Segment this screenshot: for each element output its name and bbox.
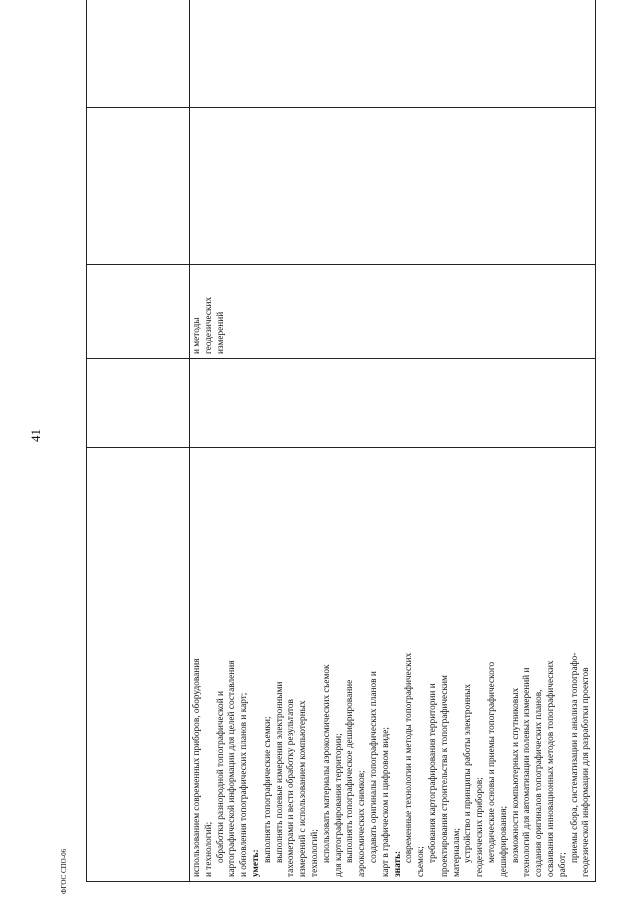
text-line: возможности компьютерных и спутниковых	[510, 687, 521, 863]
text-line: технологий для автоматизации полевых измерений и	[522, 667, 533, 877]
table-row-top	[87, 0, 190, 882]
curriculum-table-frame	[86, 34, 592, 882]
table-cell-top-5	[87, 0, 190, 108]
text-line: технологий;	[309, 829, 320, 877]
document-footer: ФГОС СПО-06	[60, 848, 68, 894]
skills-knowledge-text	[192, 452, 593, 877]
table-cell-bottom-2	[190, 359, 596, 448]
text-line: устройство и принципы работы электронных	[463, 683, 474, 863]
text-line: приемы сбора, систематизации и анализа топографо-	[569, 652, 580, 863]
text-line: геодезических приборов;	[475, 777, 486, 877]
text-line: и обновления топографических планов и карт;	[239, 692, 250, 877]
text-line: создавать оригиналы топографических планов и	[368, 671, 379, 863]
text-line: геодезической информации для разработки проектов	[581, 667, 592, 877]
discipline-line: геодезических	[203, 296, 214, 354]
text-line: выполнять полевые измерения электронными	[274, 681, 285, 863]
text-line: работ;	[557, 852, 568, 877]
table-cell-bottom-5	[190, 0, 596, 108]
text-line: измерений с использованием компьютерных	[298, 700, 309, 877]
page-number: 41	[28, 429, 43, 442]
text-line: карт в графическом и цифровом виде;	[380, 727, 391, 877]
text-line: использованием современных приборов, оборудования	[192, 658, 202, 877]
table-cell-top-2	[87, 359, 190, 448]
text-line: требования картографирования территории и	[427, 683, 438, 863]
text-line: современные технологии и методы топографических	[404, 652, 415, 863]
text-line: дешифрирования;	[498, 805, 509, 877]
discipline-line: измерений	[215, 311, 226, 354]
text-line: уметь:	[250, 849, 261, 877]
discipline-line: и методы	[192, 317, 202, 354]
table-cell-bottom-4	[190, 108, 596, 265]
text-line: картографической информации для целей составления	[227, 660, 238, 877]
text-line: создания оригиналов топографических планов,	[534, 689, 545, 877]
text-line: аэрокосмических снимков;	[357, 770, 368, 877]
rotated-curriculum-table	[86, 34, 592, 882]
table-cell-top-3	[87, 265, 190, 359]
discipline-cell	[190, 265, 596, 359]
curriculum-table	[86, 0, 596, 882]
text-line: методические основы и приемы топографического	[486, 661, 497, 863]
text-line: использовать материалы аэрокосмических съемок	[321, 664, 332, 863]
table-row-bottom	[190, 0, 596, 882]
text-line: выполнять топографические съемки;	[262, 716, 273, 863]
text-line: обработки разнородной топографической и	[215, 691, 226, 863]
table-cell-top-4	[87, 108, 190, 265]
skills-knowledge-cell	[190, 448, 596, 882]
text-line: для картографирования территории;	[333, 733, 344, 877]
text-line: осваивания инновационных методов топографических	[545, 660, 556, 877]
text-line: съемок;	[416, 846, 427, 877]
text-line: проектирования строительства к топографическим	[439, 675, 450, 877]
text-line: выполнять топографическое дешифрирование	[345, 679, 356, 863]
text-line: тахеометрами и вести обработку результатов	[286, 699, 297, 877]
text-line: знать:	[392, 850, 403, 877]
text-line: материалам;	[451, 828, 462, 877]
table-cell-top-1	[87, 448, 190, 882]
text-line: и технологий;	[203, 821, 214, 877]
